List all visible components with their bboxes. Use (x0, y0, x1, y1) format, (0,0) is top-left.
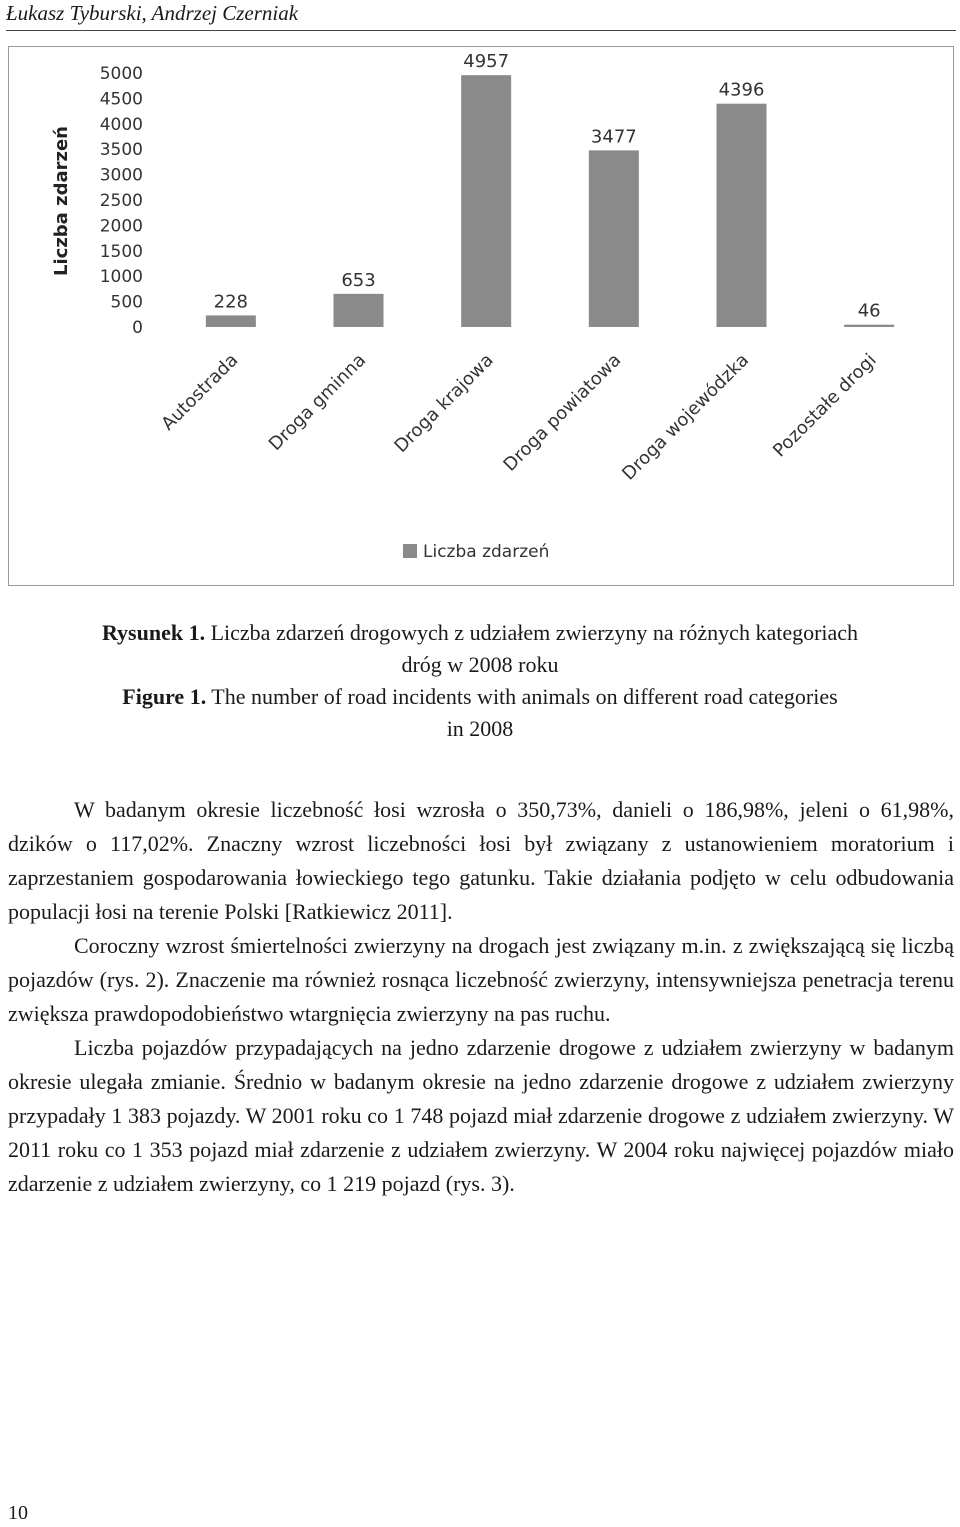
bar-value-label: 653 (341, 269, 376, 291)
page-number: 10 (8, 1502, 28, 1524)
y-axis-label: Liczba zdarzeń (51, 126, 72, 276)
category-label: Pozostałe drogi (769, 349, 881, 462)
figure-caption-pl-line2: dróg w 2008 roku (401, 652, 559, 677)
running-header-authors: Łukasz Tyburski, Andrzej Czerniak (6, 1, 299, 25)
bar-value-label: 46 (857, 300, 881, 322)
figure-caption-pl-line1 (0, 617, 960, 649)
figure-caption-en-text: The number of road incidents with animals on different road categories (206, 684, 838, 709)
bar (206, 315, 256, 327)
figure-caption-en-line1 (0, 681, 960, 713)
bar (461, 75, 511, 327)
legend-swatch (403, 544, 417, 558)
paragraph-1: W badanym okresie liczebność łosi wzrosła o 350,73%, danieli o 186,98%, jeleni o 61,98%, dzików o 117,02%. Znaczny wzrost liczebności łosi był związany z ustanowieniem moratorium i zaprzestaniem gospodarowania łowieckiego tego gatunku. Takie działania podjęto w celu odbudowania populacji łosi na terenie Polski [Ratkiewicz 2011]. (8, 797, 954, 924)
category-label: Droga powiatowa (499, 349, 626, 476)
figure-caption-en-line2: in 2008 (446, 716, 514, 741)
y-tick-label: 5000 (99, 64, 143, 84)
y-tick-label: 3000 (99, 165, 143, 186)
bar-chart (9, 47, 953, 585)
figure-caption-pl-label: Rysunek 1. (101, 620, 206, 645)
category-label: Droga wojewódzka (618, 349, 754, 485)
y-tick-label: 500 (110, 292, 143, 313)
figure-caption-en-label: Figure 1. (122, 684, 207, 709)
paragraph-3: Liczba pojazdów przypadających na jedno zdarzenie drogowe z udziałem zwierzyny w badanym okresie ulegała zmianie. Średnio w badanym okresie na jedno zdarzenie drogowe z udziałem zwierzyny przypadały 1 383 pojazdy. W 2001 roku co 1 748 pojazd miał zdarzenie drogowe z udziałem zwierzyny. W 2011 roku co 1 353 pojazd miał zdarzenie z udziałem zwierzyny. W 2004 roku najwięcej pojazdów miało zdarzenie z udziałem zwierzyny, co 1 219 pojazd (rys. 3). (8, 1035, 954, 1196)
y-tick-label: 2000 (99, 216, 143, 237)
figure-caption-pl-text: Liczba zdarzeń drogowych z udziałem zwierzyny na różnych kategoriach (205, 620, 859, 645)
bar (717, 104, 767, 327)
bar-chart-frame (8, 46, 954, 586)
body-text (8, 793, 954, 1201)
category-label: Droga krajowa (390, 349, 498, 457)
bar-value-label: 4957 (463, 51, 510, 73)
y-tick-label: 4000 (99, 114, 143, 135)
bar-value-label: 4396 (718, 79, 765, 101)
y-tick-label: 1500 (99, 241, 143, 262)
y-tick-label: 3500 (99, 140, 143, 161)
category-label: Autostrada (157, 349, 243, 435)
header-rule (6, 30, 956, 31)
y-tick-label: 2500 (99, 191, 143, 211)
bar (844, 325, 894, 327)
y-tick-label: 4500 (99, 89, 143, 110)
bar (589, 150, 639, 327)
y-tick-label: 1000 (99, 267, 143, 288)
legend-label: Liczba zdarzeń (423, 542, 550, 562)
paragraph-2: Coroczny wzrost śmiertelności zwierzyny na drogach jest związany m.in. z zwiększającą się liczbą pojazdów (rys. 2). Znaczenie ma również rosnąca liczebność zwierzyny, intensywniejsza penetracja terenu zwiększa prawdopodobieństwo wtargnięcia zwierzyny na pas ruchu. (8, 933, 954, 1026)
category-label: Droga gminna (264, 349, 371, 455)
bar (334, 294, 384, 327)
bar-value-label: 3477 (590, 126, 637, 148)
bar-value-label: 228 (213, 291, 249, 313)
y-tick-label: 0 (132, 318, 143, 338)
